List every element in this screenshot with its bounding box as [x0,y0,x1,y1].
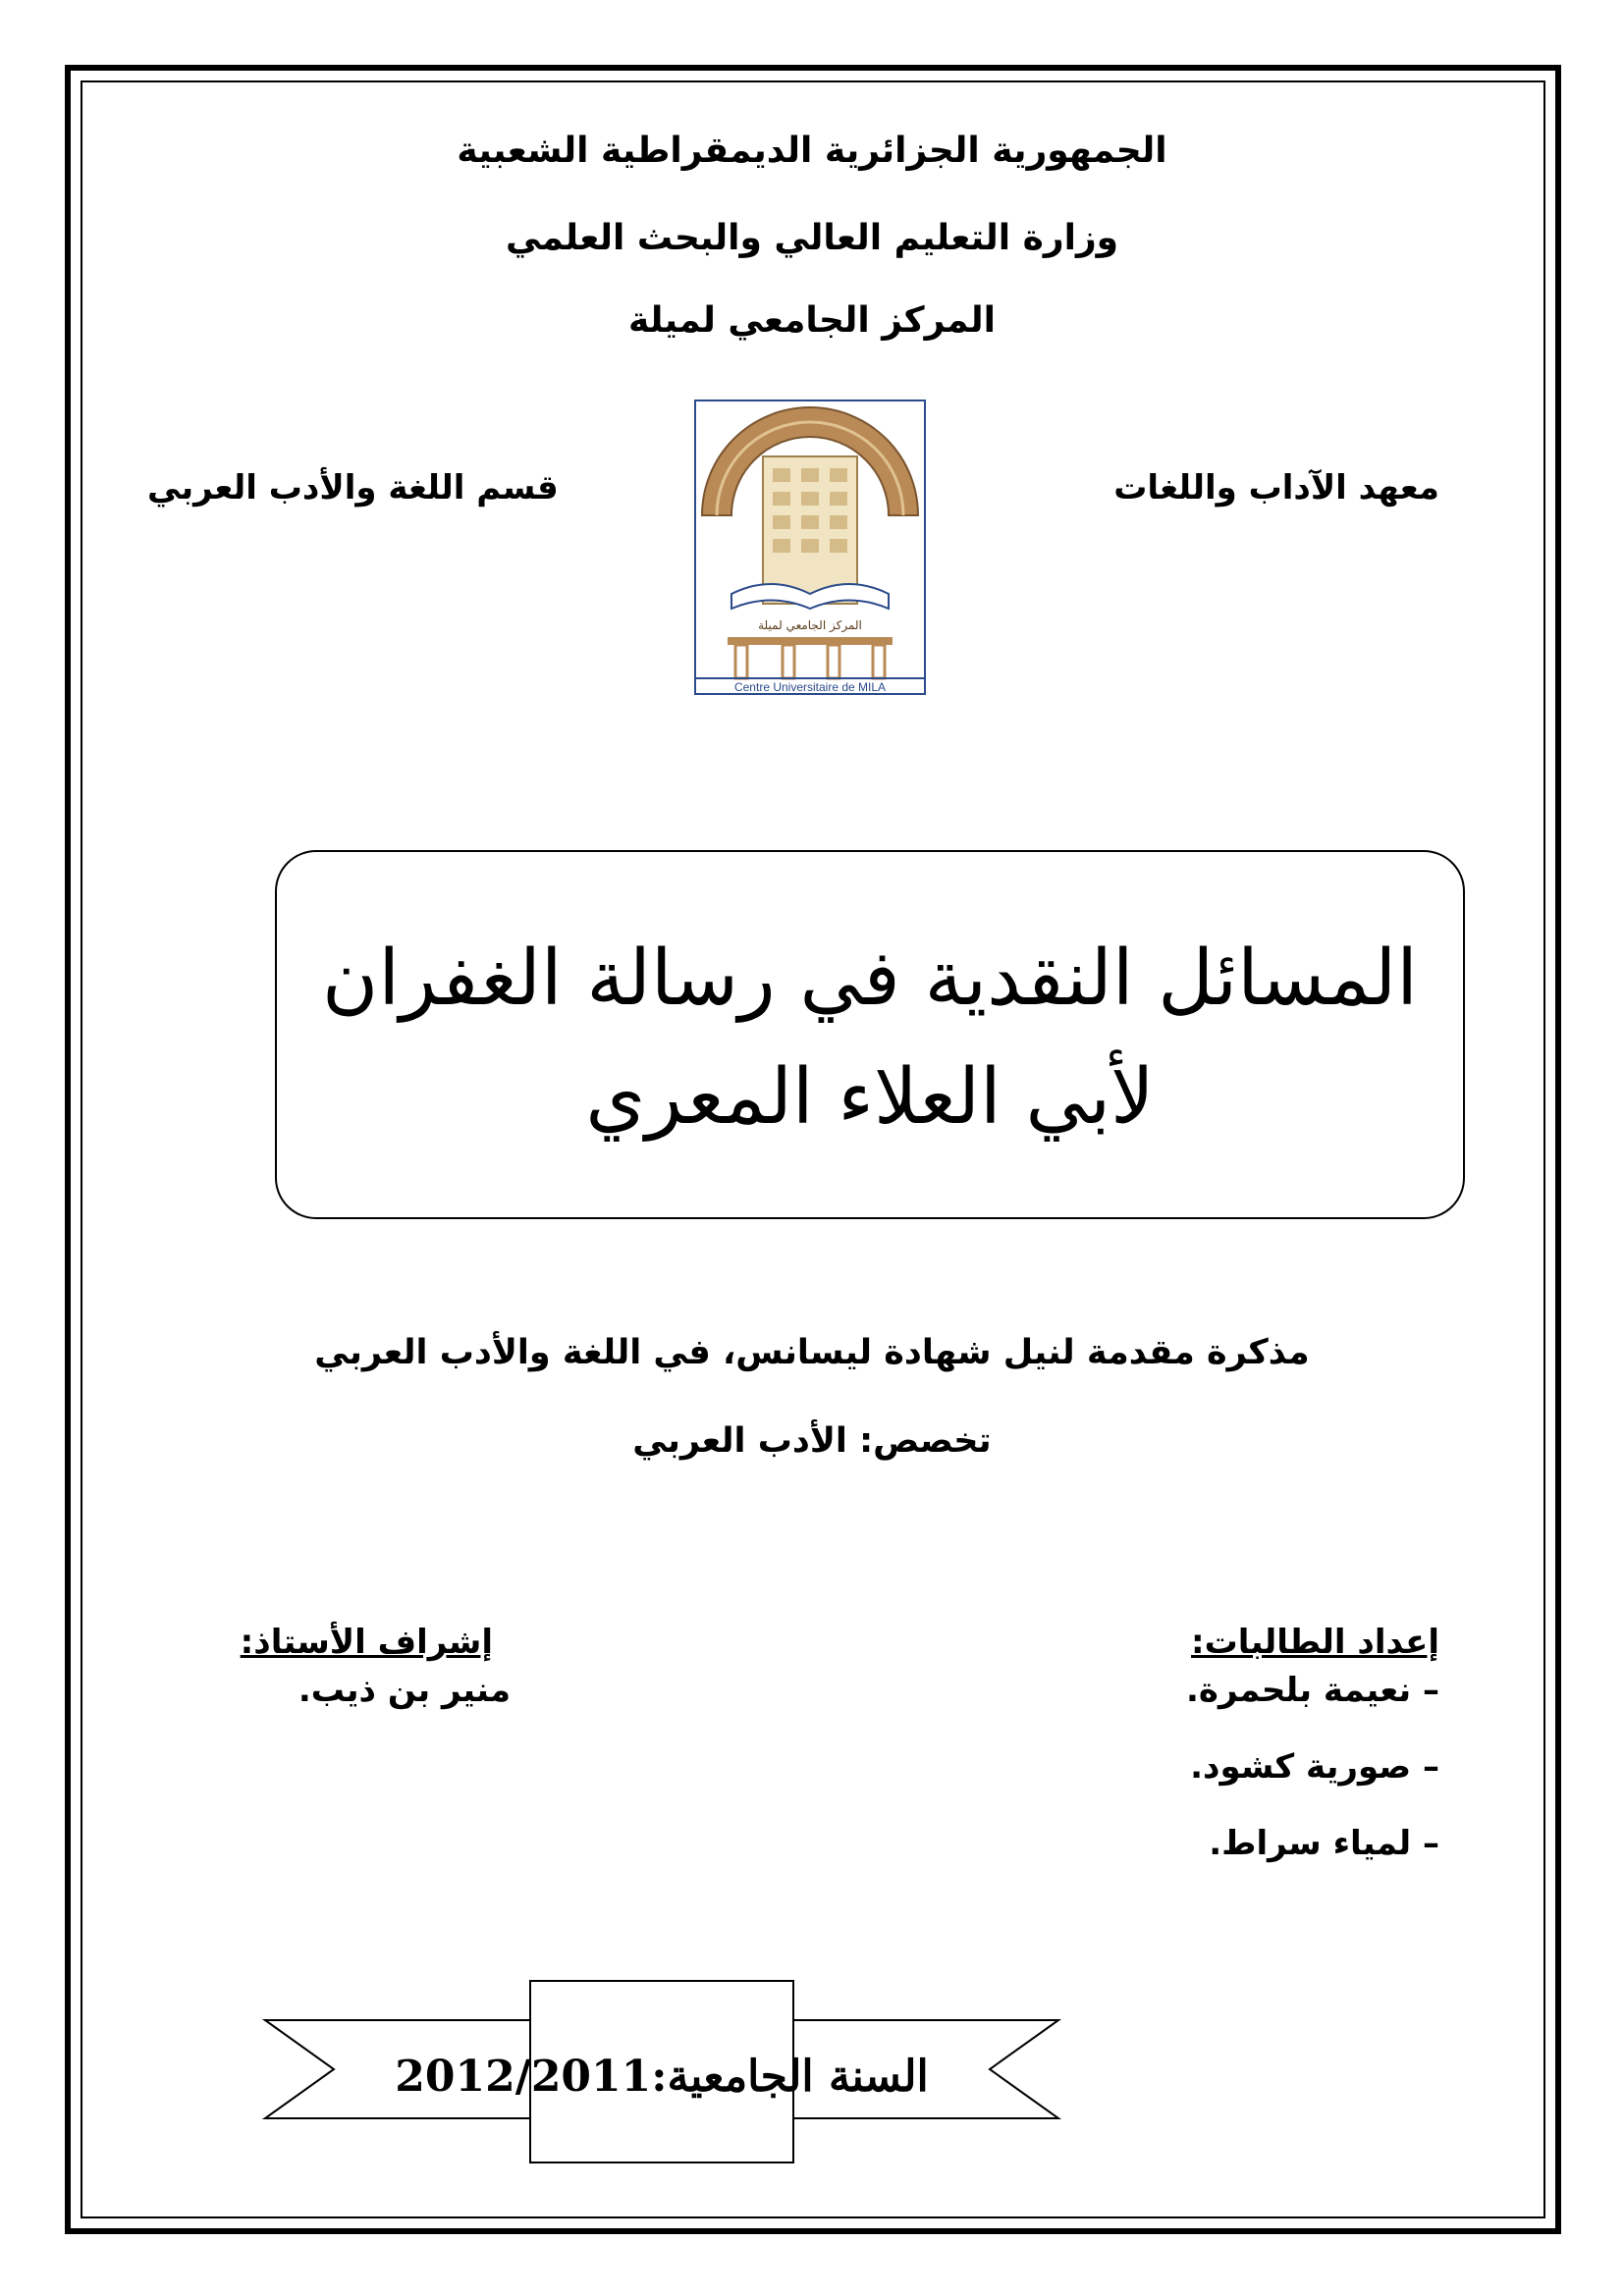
thesis-title-line2: لأبي العلاء المعري [585,1053,1155,1142]
title-box [275,850,1465,1219]
republic-heading: الجمهورية الجزائرية الديمقراطية الشعبية [457,131,1167,171]
thesis-title-line1: المسائل النقدية في رسالة الغفران [322,934,1418,1023]
logo-arabic-text: المركز الجامعي لميلة [758,618,862,632]
academic-year-label: السنة الجامعية: [651,2052,929,2102]
supervisor-label: إشراف الأستاذ: [240,1623,493,1662]
logo-caption: Centre Universitaire de MILA [733,680,887,694]
ministry-heading: وزارة التعليم العالي والبحث العلمي [505,218,1119,258]
student-name: – صورية كشود. [1190,1747,1439,1787]
specialty-line: تخصص: الأدب العربي [632,1421,992,1461]
department-label: قسم اللغة والأدب العربي [147,468,559,507]
academic-year-value: 2012/2011 [395,2052,652,2102]
supervisor-name: منير بن ذيب. [298,1671,511,1710]
university-center-heading: المركز الجامعي لميلة [627,300,996,341]
institute-label: معهد الآداب واللغات [1113,468,1439,507]
university-logo [692,398,928,697]
student-name: – لمياء سراط. [1209,1824,1439,1863]
students-label: إعداد الطالبات: [1191,1623,1439,1662]
student-name: – نعيمة بلحمرة. [1185,1671,1439,1710]
academic-year-line [257,2052,1066,2102]
thesis-description: مذكرة مقدمة لنيل شهادة ليسانس، في اللغة والأدب العربي [314,1333,1310,1372]
